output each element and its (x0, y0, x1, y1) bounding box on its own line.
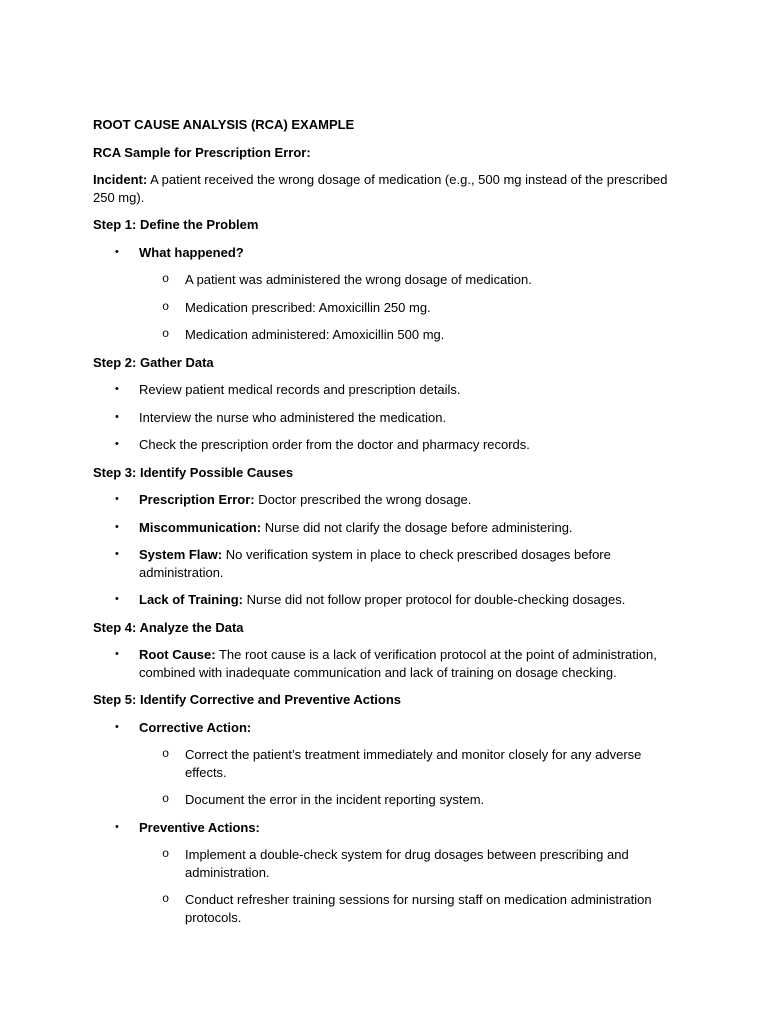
sub-bullet-marker: o (162, 847, 170, 861)
cause-text: No verification system in place to check prescribed dosages before administration. (139, 547, 611, 580)
step3-heading: Step 3: Identify Possible Causes (93, 464, 294, 480)
list-item (93, 591, 678, 609)
list-item (93, 819, 678, 837)
bullet-marker: • (115, 383, 119, 395)
list-item (93, 381, 678, 399)
bullet-marker: • (115, 520, 119, 533)
bullet-marker: • (115, 720, 119, 733)
list-item (93, 846, 678, 881)
bullet-marker: • (115, 648, 119, 660)
step2-list (93, 381, 678, 454)
list-item-text: Medication administered: Amoxicillin 500 mg. (185, 327, 445, 342)
list-item (93, 436, 678, 454)
list-item (93, 271, 678, 289)
cause-label: Prescription Error: (139, 492, 255, 507)
list-item (93, 409, 678, 427)
root-cause-label: Root Cause: (139, 647, 216, 662)
list-item (93, 719, 678, 737)
cause-label: Lack of Training: (139, 592, 244, 607)
step1-heading: Step 1: Define the Problem (93, 217, 259, 232)
bullet-marker: • (115, 493, 119, 505)
document-subtitle: RCA Sample for Prescription Error: (93, 144, 311, 160)
list-item (93, 891, 678, 926)
document-title: ROOT CAUSE ANALYSIS (RCA) EXAMPLE (93, 117, 355, 132)
cause-label: System Flaw: (139, 547, 223, 562)
list-item (93, 491, 678, 509)
bullet-marker: • (115, 410, 119, 423)
step3-list (93, 491, 678, 609)
list-item-text: Document the error in the incident reporting system. (185, 792, 485, 807)
incident-label: Incident: (93, 172, 148, 187)
cause-text: Nurse did not clarify the dosage before administering. (264, 519, 573, 535)
list-item (93, 244, 678, 262)
bullet-marker: • (115, 820, 119, 833)
step5-list (93, 719, 678, 927)
step5-heading: Step 5: Identify Corrective and Preventive Actions (93, 692, 401, 707)
list-item (93, 546, 678, 581)
bullet-marker: • (115, 593, 119, 605)
list-item-text: Interview the nurse who administered the medication. (139, 409, 447, 425)
root-cause-text: The root cause is a lack of verification protocol at the point of administration, combined with inadequate communication and lack of training on dosage checking. (139, 647, 657, 680)
step2-heading: Step 2: Gather Data (93, 354, 214, 370)
sub-bullet-marker: o (162, 892, 170, 906)
incident-text: A patient received the wrong dosage of medication (e.g., 500 mg instead of the prescribed 250 mg). (93, 172, 668, 205)
list-item (93, 646, 678, 681)
sub-bullet-marker: o (162, 747, 170, 761)
list-item-text: Review patient medical records and prescription details. (139, 382, 461, 397)
list-item (93, 746, 678, 781)
bullet-marker: • (115, 548, 119, 560)
corrective-action-label: Corrective Action: (139, 719, 252, 735)
list-item-text: Medication prescribed: Amoxicillin 250 mg. (185, 299, 431, 315)
bullet-marker: • (115, 245, 119, 258)
sub-bullet-marker: o (162, 792, 170, 806)
list-item-text: Check the prescription order from the doctor and pharmacy records. (139, 437, 530, 452)
sub-bullet-marker: o (162, 327, 170, 341)
list-item-text: Conduct refresher training sessions for nursing staff on medication administration protocols. (185, 892, 652, 925)
list-item (93, 326, 678, 344)
sub-bullet-marker: o (162, 272, 170, 286)
cause-label: Miscommunication: (139, 519, 262, 535)
list-item-text: A patient was administered the wrong dosage of medication. (185, 272, 532, 287)
document-body (93, 116, 678, 936)
list-item-text: Implement a double-check system for drug dosages between prescribing and administration. (185, 847, 629, 880)
cause-text: Doctor prescribed the wrong dosage. (258, 492, 472, 507)
incident-paragraph (93, 171, 678, 206)
sub-bullet-marker: o (162, 299, 170, 314)
step4-heading: Step 4: Analyze the Data (93, 619, 244, 635)
list-item-text: Correct the patient’s treatment immediately and monitor closely for any adverse effects. (185, 747, 642, 780)
cause-text: Nurse did not follow proper protocol for double-checking dosages. (246, 592, 626, 607)
list-item (93, 791, 678, 809)
preventive-actions-label: Preventive Actions: (139, 819, 260, 835)
list-item (93, 519, 678, 537)
step4-list (93, 646, 678, 681)
list-item (93, 299, 678, 317)
step1-list (93, 244, 678, 344)
bullet-marker: • (115, 438, 119, 450)
what-happened-label: What happened? (139, 244, 244, 260)
